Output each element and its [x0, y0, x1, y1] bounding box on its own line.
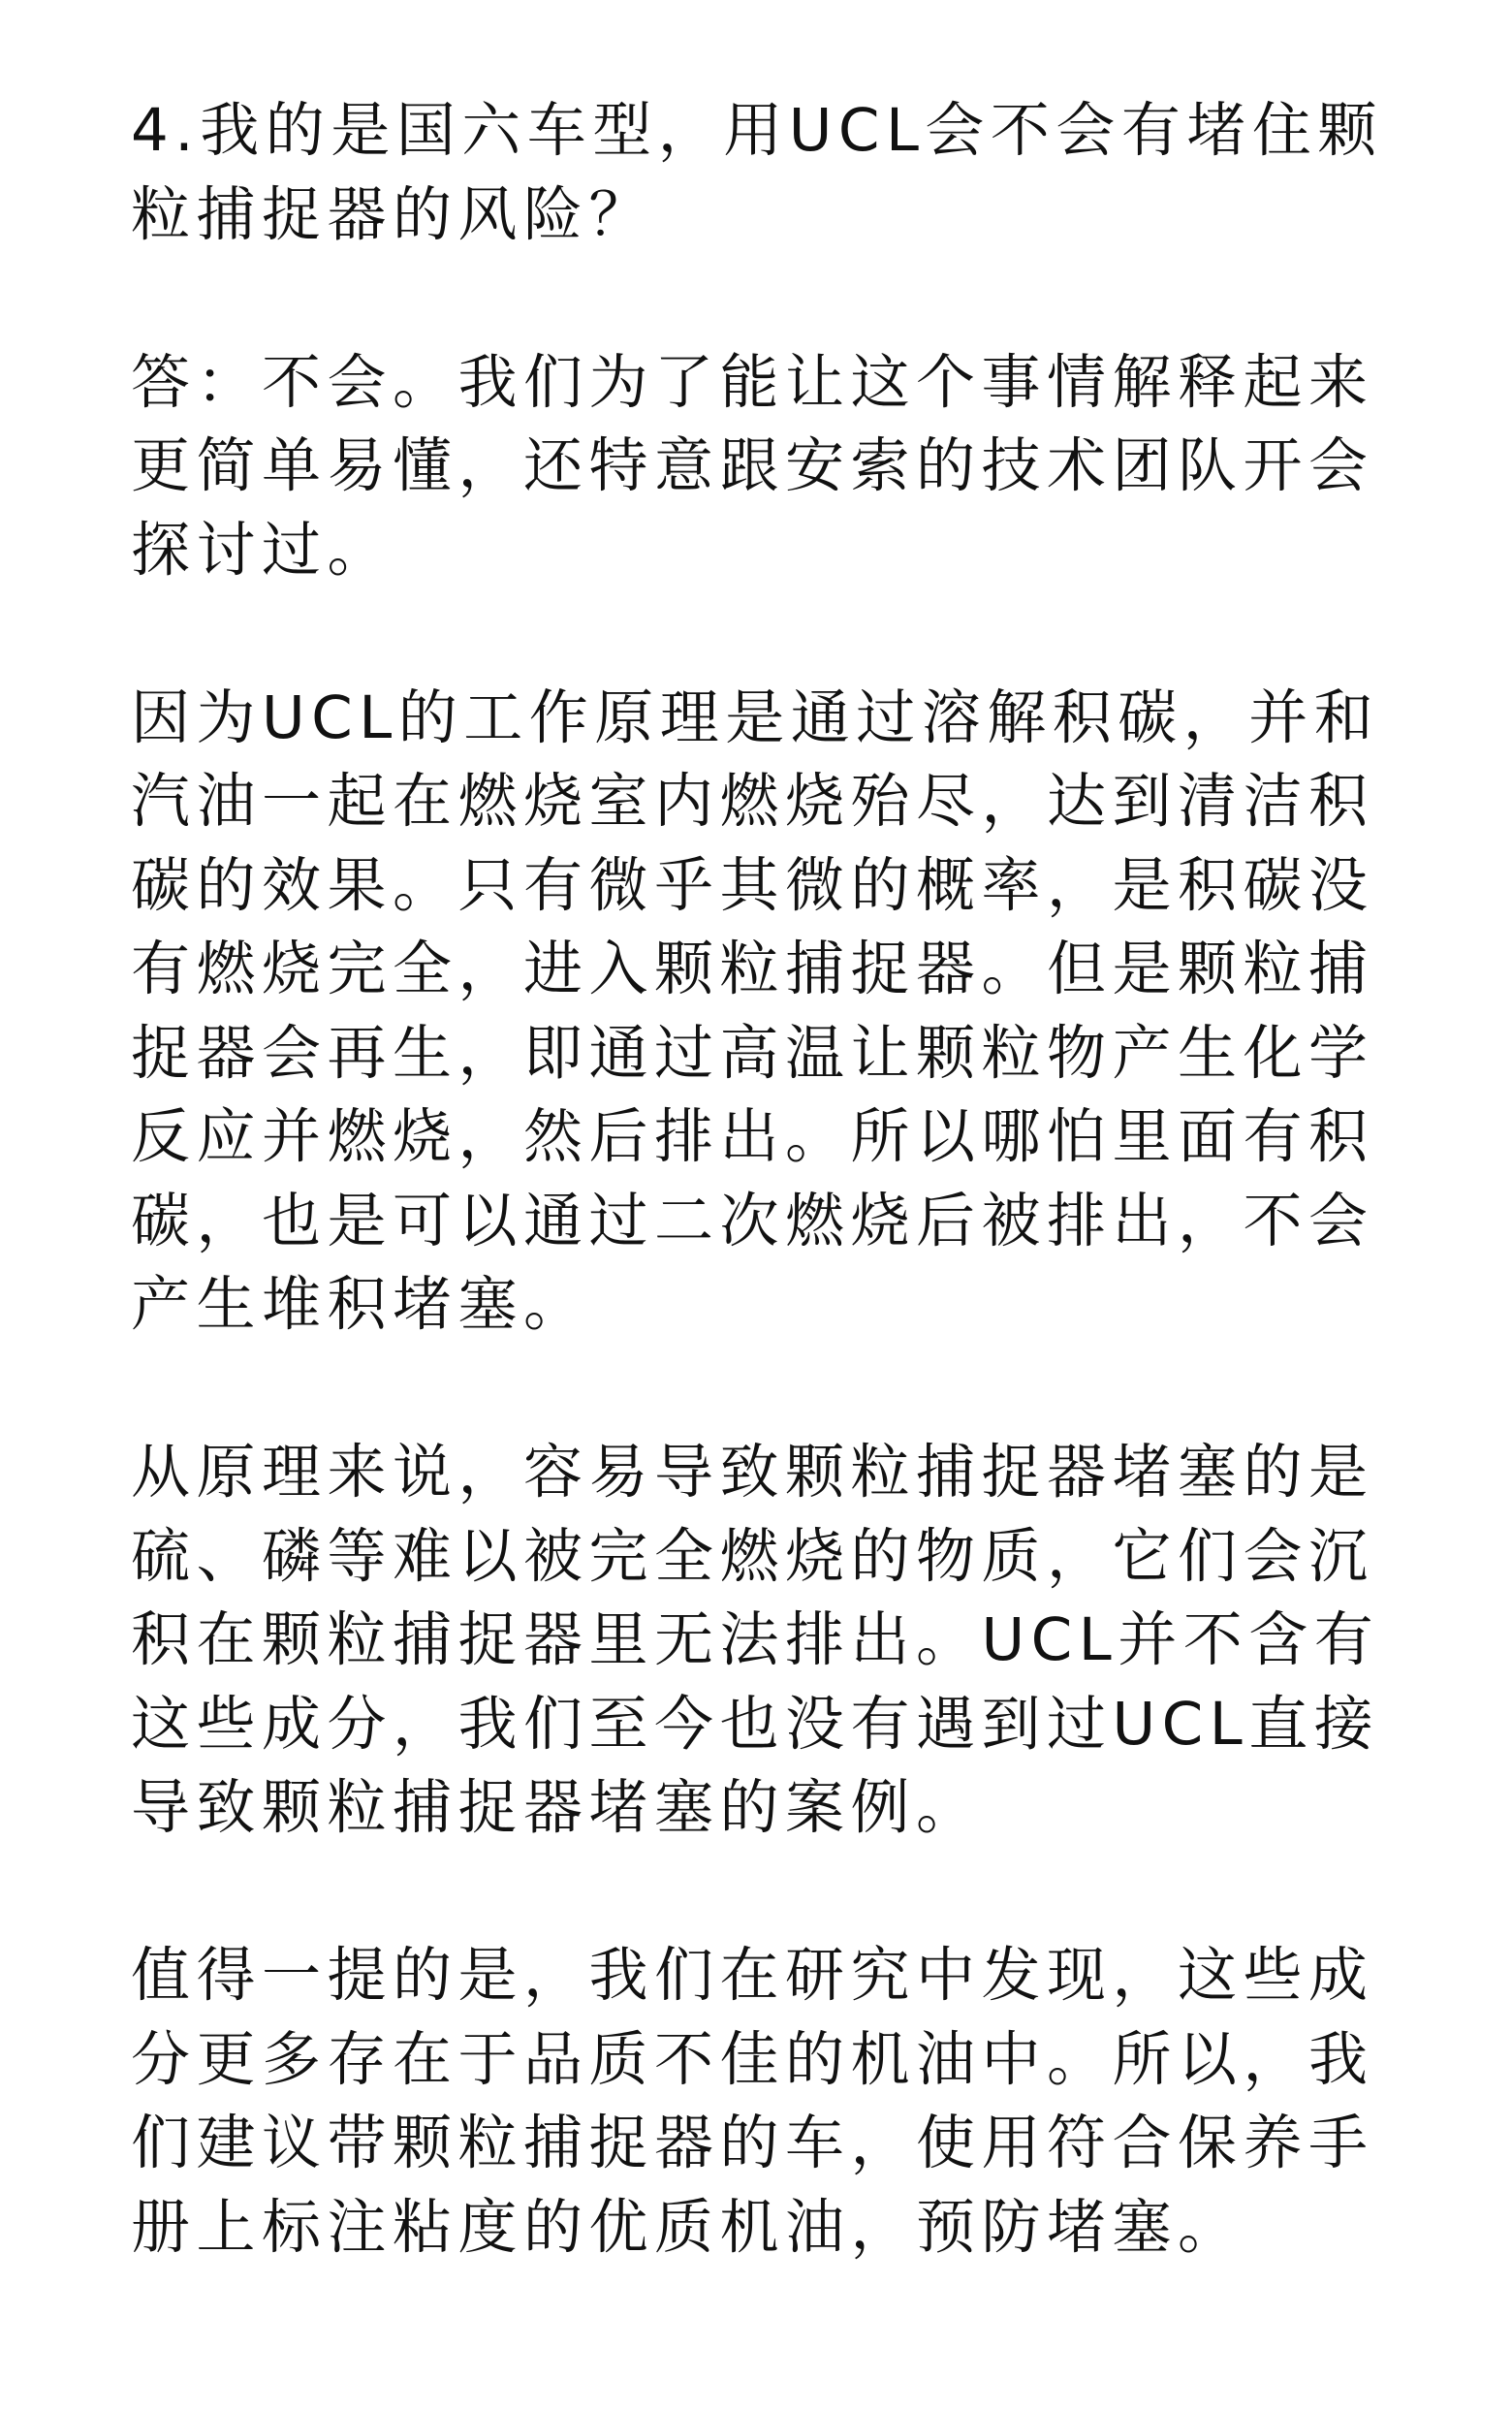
text-line: 探讨过。: [131, 515, 394, 585]
text-line: 捉器会再生，即通过高温让颗粒物产生化学: [131, 1018, 1374, 1088]
text-line: 导致颗粒捕捉器堵塞的案例。: [131, 1773, 982, 1842]
question-paragraph: [131, 89, 1391, 257]
text-line: 积在颗粒捕捉器里无法排出。UCL并不含有: [131, 1605, 1380, 1674]
text-line: 粒捕捉器的风险？: [131, 179, 655, 249]
paragraph-gap: [131, 1851, 1391, 1935]
text-line: 有燃烧完全，进入颗粒捕捉器。但是颗粒捕: [131, 935, 1374, 1003]
text-line: 这些成分，我们至今也没有遇到过UCL直接: [131, 1689, 1380, 1759]
text-line: 从原理来说，容易导致颗粒捕捉器堵塞的是: [131, 1438, 1374, 1507]
text-line: 们建议带颗粒捕捉器的车，使用符合保养手: [131, 2109, 1374, 2177]
principle-paragraph: [131, 677, 1391, 1348]
article-body: [131, 89, 1391, 2269]
advice-paragraph: [131, 1934, 1391, 2269]
paragraph-gap: [131, 257, 1391, 341]
paragraph-gap: [131, 592, 1391, 677]
text-line: 4.我的是国六车型，用UCL会不会有堵住颗: [131, 96, 1383, 165]
text-line: 反应并燃烧，然后排出。所以哪怕里面有积: [131, 1102, 1374, 1171]
text-line: 更简单易懂，还特意跟安索的技术团队开会: [131, 431, 1374, 500]
text-line: 碳的效果。只有微乎其微的概率，是积碳没: [131, 850, 1374, 920]
answer-intro-paragraph: [131, 341, 1391, 593]
text-line: 硫、磷等难以被完全燃烧的物质，它们会沉: [131, 1521, 1374, 1591]
text-line: 汽油一起在燃烧室内燃烧殆尽，达到清洁积: [131, 767, 1374, 836]
text-line: 答：不会。我们为了能让这个事情解释起来: [131, 347, 1374, 417]
text-line: 册上标注粘度的优质机油，预防堵塞。: [131, 2192, 1244, 2262]
text-line: 因为UCL的工作原理是通过溶解积碳，并和: [131, 682, 1380, 752]
text-line: 产生堆积堵塞。: [131, 1270, 589, 1339]
cause-paragraph: [131, 1431, 1391, 1851]
text-line: 碳，也是可以通过二次燃烧后被排出，不会: [131, 1186, 1374, 1255]
text-line: 分更多存在于品质不佳的机油中。所以，我: [131, 2024, 1374, 2094]
text-line: 值得一提的是，我们在研究中发现，这些成: [131, 1941, 1374, 2010]
paragraph-gap: [131, 1348, 1391, 1432]
